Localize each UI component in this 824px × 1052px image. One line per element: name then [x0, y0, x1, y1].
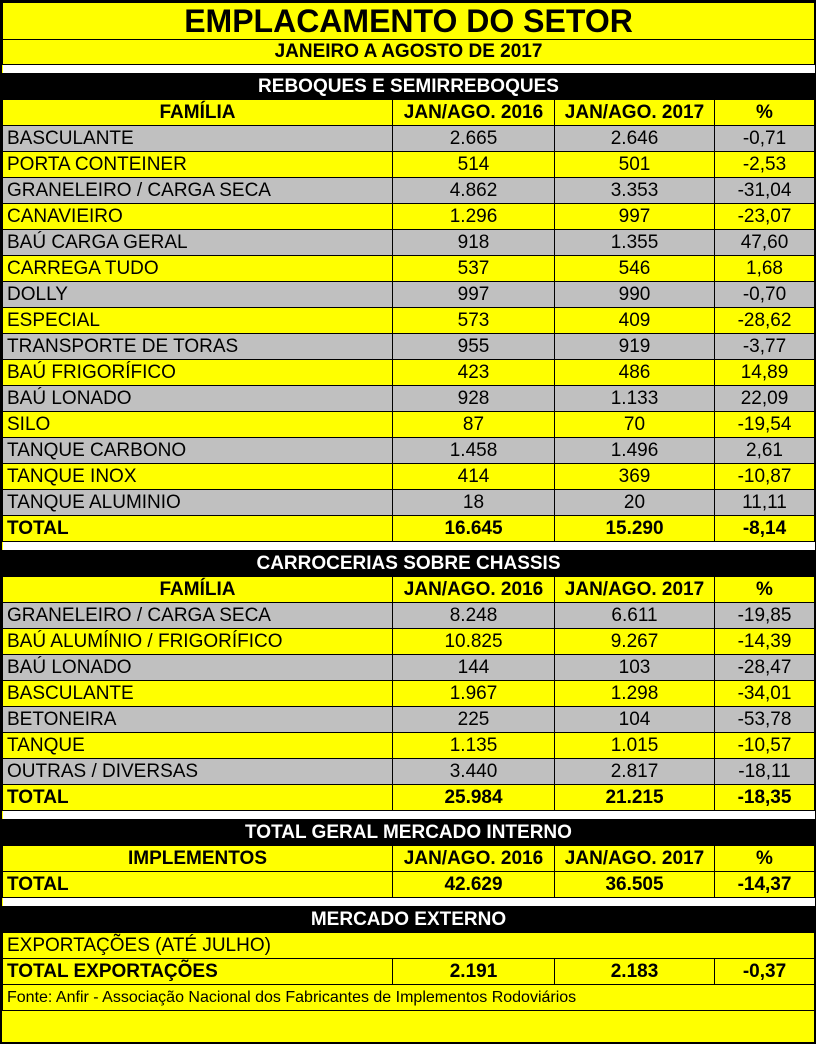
value-2017: 9.267 [555, 629, 715, 655]
exportacoes-note: EXPORTAÇÕES (ATÉ JULHO) [3, 933, 815, 959]
table-row [3, 126, 815, 152]
family-cell: BAÚ LONADO [3, 655, 393, 681]
table-row [3, 230, 815, 256]
table-row [3, 707, 815, 733]
family-cell: TRANSPORTE DE TORAS [3, 334, 393, 360]
value-2016: 414 [393, 464, 555, 490]
table-row [3, 603, 815, 629]
value-2016: 4.862 [393, 178, 555, 204]
value-pct: -28,47 [715, 655, 815, 681]
value-2017: 104 [555, 707, 715, 733]
page-subtitle: JANEIRO A AGOSTO DE 2017 [3, 40, 815, 65]
table-row [3, 759, 815, 785]
value-pct: -19,85 [715, 603, 815, 629]
section1-rows [3, 126, 815, 516]
section-heading-mercado-externo: MERCADO EXTERNO [3, 907, 815, 933]
value-2017: 501 [555, 152, 715, 178]
value-2017: 997 [555, 204, 715, 230]
value-2017: 486 [555, 360, 715, 386]
value-2017: 546 [555, 256, 715, 282]
value-2017: 3.353 [555, 178, 715, 204]
value-pct: 2,61 [715, 438, 815, 464]
value-2016: 87 [393, 412, 555, 438]
value-2016: 225 [393, 707, 555, 733]
section4-total-row [3, 959, 815, 985]
section2-rows [3, 603, 815, 785]
table-row [3, 334, 815, 360]
family-cell: ESPECIAL [3, 308, 393, 334]
total-2016: 16.645 [393, 516, 555, 542]
total-2017: 36.505 [555, 872, 715, 898]
value-pct: -0,71 [715, 126, 815, 152]
section-heading-mercado-interno: TOTAL GERAL MERCADO INTERNO [3, 820, 815, 846]
family-cell: GRANELEIRO / CARGA SECA [3, 603, 393, 629]
total-label: TOTAL [3, 872, 393, 898]
table-row [3, 360, 815, 386]
value-pct: -0,70 [715, 282, 815, 308]
section3-total-row [3, 872, 815, 898]
value-2016: 18 [393, 490, 555, 516]
value-2017: 990 [555, 282, 715, 308]
value-2017: 1.133 [555, 386, 715, 412]
value-2017: 1.496 [555, 438, 715, 464]
value-2017: 1.298 [555, 681, 715, 707]
table-row [3, 490, 815, 516]
value-2016: 955 [393, 334, 555, 360]
total-2016: 25.984 [393, 785, 555, 811]
value-2016: 997 [393, 282, 555, 308]
total-pct: -8,14 [715, 516, 815, 542]
column-header-2016: JAN/AGO. 2016 [393, 577, 555, 603]
column-header-2017: JAN/AGO. 2017 [555, 100, 715, 126]
value-pct: 1,68 [715, 256, 815, 282]
value-2016: 1.135 [393, 733, 555, 759]
value-2017: 2.646 [555, 126, 715, 152]
value-2016: 8.248 [393, 603, 555, 629]
value-2016: 10.825 [393, 629, 555, 655]
table-row [3, 152, 815, 178]
table-row [3, 412, 815, 438]
page-title: EMPLACAMENTO DO SETOR [3, 3, 815, 40]
value-2017: 103 [555, 655, 715, 681]
value-pct: -28,62 [715, 308, 815, 334]
column-header-2017: JAN/AGO. 2017 [555, 577, 715, 603]
family-cell: CANAVIEIRO [3, 204, 393, 230]
spacer [3, 898, 815, 907]
value-pct: -3,77 [715, 334, 815, 360]
family-cell: BAÚ LONADO [3, 386, 393, 412]
total-label: TOTAL [3, 785, 393, 811]
table-row [3, 308, 815, 334]
family-cell: TANQUE ALUMINIO [3, 490, 393, 516]
total-label: TOTAL [3, 516, 393, 542]
value-2016: 1.458 [393, 438, 555, 464]
value-pct: -18,11 [715, 759, 815, 785]
value-2016: 144 [393, 655, 555, 681]
value-2016: 918 [393, 230, 555, 256]
emplacamento-table [2, 2, 815, 1011]
column-header-pct: % [715, 100, 815, 126]
table-row [3, 733, 815, 759]
family-cell: PORTA CONTEINER [3, 152, 393, 178]
section1-total-row [3, 516, 815, 542]
family-cell: BAÚ FRIGORÍFICO [3, 360, 393, 386]
total-2016: 42.629 [393, 872, 555, 898]
value-pct: -10,57 [715, 733, 815, 759]
value-2016: 1.967 [393, 681, 555, 707]
total-label: TOTAL EXPORTAÇÕES [3, 959, 393, 985]
value-pct: -2,53 [715, 152, 815, 178]
column-header-implementos: IMPLEMENTOS [3, 846, 393, 872]
column-header-familia: FAMÍLIA [3, 100, 393, 126]
table-row [3, 204, 815, 230]
family-cell: TANQUE CARBONO [3, 438, 393, 464]
family-cell: BAÚ ALUMÍNIO / FRIGORÍFICO [3, 629, 393, 655]
value-pct: 47,60 [715, 230, 815, 256]
value-pct: -19,54 [715, 412, 815, 438]
total-2017: 21.215 [555, 785, 715, 811]
column-header-2016: JAN/AGO. 2016 [393, 100, 555, 126]
family-cell: TANQUE [3, 733, 393, 759]
value-2016: 423 [393, 360, 555, 386]
value-2016: 928 [393, 386, 555, 412]
total-2017: 15.290 [555, 516, 715, 542]
value-2016: 514 [393, 152, 555, 178]
family-cell: BETONEIRA [3, 707, 393, 733]
column-header-familia: FAMÍLIA [3, 577, 393, 603]
family-cell: OUTRAS / DIVERSAS [3, 759, 393, 785]
spacer [3, 65, 815, 74]
value-2017: 1.355 [555, 230, 715, 256]
table-row [3, 464, 815, 490]
value-2016: 1.296 [393, 204, 555, 230]
value-2017: 20 [555, 490, 715, 516]
value-2017: 409 [555, 308, 715, 334]
section-heading-carrocerias: CARROCERIAS SOBRE CHASSIS [3, 551, 815, 577]
spacer [3, 811, 815, 820]
value-pct: -10,87 [715, 464, 815, 490]
family-cell: BASCULANTE [3, 126, 393, 152]
section2-total-row [3, 785, 815, 811]
family-cell: BASCULANTE [3, 681, 393, 707]
family-cell: DOLLY [3, 282, 393, 308]
value-pct: 22,09 [715, 386, 815, 412]
source-footer: Fonte: Anfir - Associação Nacional dos Fabricantes de Implementos Rodoviários [3, 985, 815, 1011]
value-2017: 1.015 [555, 733, 715, 759]
value-pct: -53,78 [715, 707, 815, 733]
table-row [3, 178, 815, 204]
table-row [3, 282, 815, 308]
spacer [3, 542, 815, 551]
table-row [3, 386, 815, 412]
value-pct: -34,01 [715, 681, 815, 707]
value-2016: 537 [393, 256, 555, 282]
total-pct: -14,37 [715, 872, 815, 898]
total-pct: -0,37 [715, 959, 815, 985]
family-cell: CARREGA TUDO [3, 256, 393, 282]
family-cell: SILO [3, 412, 393, 438]
value-2017: 369 [555, 464, 715, 490]
value-2017: 70 [555, 412, 715, 438]
table-row [3, 655, 815, 681]
total-2016: 2.191 [393, 959, 555, 985]
table-row [3, 256, 815, 282]
value-2017: 2.817 [555, 759, 715, 785]
section-heading-reboques: REBOQUES E SEMIRREBOQUES [3, 74, 815, 100]
total-pct: -18,35 [715, 785, 815, 811]
value-pct: -14,39 [715, 629, 815, 655]
family-cell: BAÚ CARGA GERAL [3, 230, 393, 256]
value-2016: 2.665 [393, 126, 555, 152]
table-row [3, 629, 815, 655]
total-2017: 2.183 [555, 959, 715, 985]
value-pct: -31,04 [715, 178, 815, 204]
family-cell: GRANELEIRO / CARGA SECA [3, 178, 393, 204]
table-row [3, 681, 815, 707]
column-header-pct: % [715, 577, 815, 603]
value-pct: -23,07 [715, 204, 815, 230]
value-2016: 573 [393, 308, 555, 334]
value-pct: 11,11 [715, 490, 815, 516]
column-header-2016: JAN/AGO. 2016 [393, 846, 555, 872]
family-cell: TANQUE INOX [3, 464, 393, 490]
table-row [3, 438, 815, 464]
column-header-2017: JAN/AGO. 2017 [555, 846, 715, 872]
value-pct: 14,89 [715, 360, 815, 386]
value-2017: 919 [555, 334, 715, 360]
value-2017: 6.611 [555, 603, 715, 629]
column-header-pct: % [715, 846, 815, 872]
value-2016: 3.440 [393, 759, 555, 785]
